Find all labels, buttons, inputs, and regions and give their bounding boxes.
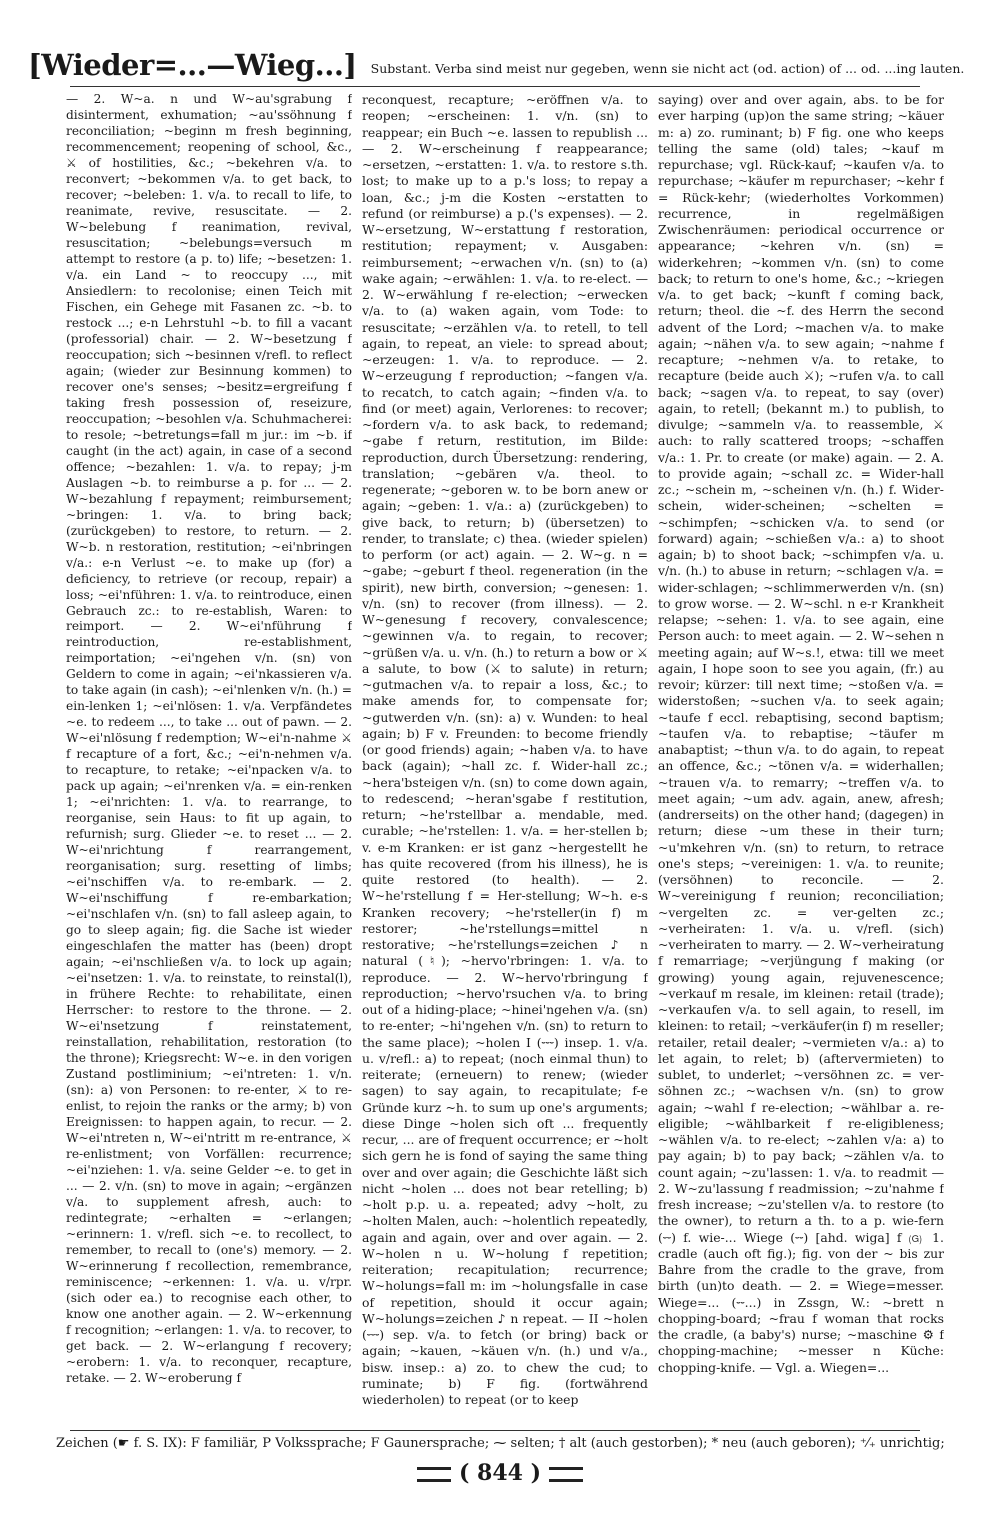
column-2 <box>362 92 648 1426</box>
column-1-text: — 2. W~a. n und W~au'sgrabung f disinterment, exhumation; ~au'ssöhnung f reconciliation; ~beginn m fresh beginning, recommencement; reopening of school, &c., ⚔ of hostilities, &c.; ~bekehren v/a. to reconvert; ~bekommen v/a. to get back, to recover; ~beleben: 1. v/a. to recall to life, to reanimate, revive, resuscitate. — 2. W~belebung f reanimation, revival, resuscitation; ~belebungs=versuch m attempt to restore (a p. to) life; ~besetzen: 1. v/a. ein Land ~ to reoccupy ..., mit Ansiedlern: to recolonise; einen Teich mit Fischen, ein Gehege mit Fasanen zc. ~b. to restock ...; e-n Lehrstuhl ~b. to fill a vacant (professorial) chair. — 2. W~besetzung f reoccupation; sich ~besinnen v/refl. to reflect again; (wieder zur Besinnung kommen) to recover one's senses; ~besitz=ergreifung f taking fresh possession of, reseizure, reoccupation; ~besohlen v/a. Schuhmacherei: to resole; ~betretungs=fall m jur.: im ~b. if caught (in the act) again, in case of a second offence; ~bezahlen: 1. v/a. to repay; j-m Auslagen ~b. to reimburse a p. for ... — 2. W~bezahlung f repayment; reimbursement; ~bringen: 1. v/a. to bring back; (zurückgeben) to restore, to return. — 2. W~b. n restoration, restitution; ~ei'nbringen v/a.: e-n Verlust ~e. to make up (for) a deficiency, to retrieve (or recoup, repair) a loss; ~ei'nführen: 1. v/a. to reintroduce, einen Gebrauch zc.: to re-establish, Waren: to reimport. — 2. W~ei'nführung f reintroduction, re-establishment, reimportation; ~ei'ngehen v/n. (sn) von Geldern to come in again; ~ei'nkassieren v/a. to take again (in cash); ~ei'nlenken v/n. (h.) = ein-lenken 1; ~ei'nlösen: 1. v/a. Verpfändetes ~e. to redeem ..., to take ... out of pawn. — 2. W~ei'nlösung f redemption; W~ei'n-nahme ⚔ f recapture of a fort, &c.; ~ei'n-nehmen v/a. to recapture, to retake; ~ei'npacken v/a. to pack up again; ~ei'nrenken v/a. = ein-renken 1; ~ei'nrichten: 1. v/a. to rearrange, to reorganise, sein Haus: to fit up again, to refurnish; surg. Glieder ~e. to reset ... — 2. W~ei'nrichtung f rearrangement, reorganisation; surg. resetting of limbs; ~ei'nschiffen v/a. to re-embark. — 2. W~ei'nschiffung f re-embarkation; ~ei'nschlafen v/n. (sn) to fall asleep again, to go to sleep again; fig. die Sache ist wieder eingeschlafen the matter has (been) dropt again; ~ei'nschließen v/a. to lock up again; ~ei'nsetzen: 1. v/a. to reinstate, to reinstal(l), in frühere Rechte: to rehabilitate, einen Herrscher: to restore to the throne. — 2. W~ei'nsetzung f reinstatement, reinstallation, rehabilitation, restoration (to the throne); Kriegsrecht: W~e. in den vorigen Zustand postliminium; ~ei'ntreten: 1. v/n. (sn): a) von Personen: to re-enter, ⚔ to re-enlist, to rejoin the ranks or the army; b) von Ereignissen: to happen again, to recur. — 2. W~ei'ntreten n, W~ei'ntritt m re-entrance, ⚔ re-enlistment; von Vorfällen: recurrence; ~ei'nziehen: 1. v/a. seine Gelder ~e. to get in ... — 2. v/n. (sn) to move in again; ~ergänzen v/a. to supplement afresh, auch: to redintegrate; ~erhalten = ~erlangen; ~erinnern: 1. v/refl. sich ~e. to recollect, to remember, to recall to (one's) memory. — 2. W~erinnerung f recollection, remembrance, reminiscence; ~erkennen: 1. v/a. u. v/rpr. (sich oder ea.) to recognise each other, to know one another again. — 2. W~erkennung f recognition; ~erlangen: 1. v/a. to recover, to get back. — 2. W~erlangung f recovery; ~erobern: 1. v/a. to reconquer, recapture, retake. — 2. W~eroberung f <box>66 92 352 1385</box>
column-1 <box>66 92 352 1426</box>
catchword: [Wieder=...—Wieg...] <box>28 48 357 82</box>
entry-columns <box>66 92 944 1426</box>
ornament-right <box>549 1467 583 1482</box>
footer-rule <box>70 1430 920 1431</box>
header-rule <box>70 86 920 87</box>
header-note: Substant. Verba sind meist nur gegeben, wenn sie nicht act (od. action) of ... od. ...ing lauten. <box>370 61 965 76</box>
ornament-left <box>417 1467 451 1482</box>
symbol-legend: Zeichen (☛ f. S. IX): F familiär, P Volkssprache; F Gaunersprache; ⁓ selten; † alt (auch gestorben); * neu (auch geboren); ⁺⁄₊ unrichtig; <box>56 1436 945 1451</box>
column-3-text: saying) over and over again, abs. to be for ever harping (up)on the same string; ~käuer m: a) zo. ruminant; b) F fig. one who keeps telling the same (old) tales; ~kauf m repurchase; vgl. Rück-kauf; ~kaufen v/a. to repurchase; ~käufer m repurchaser; ~kehr f = Rück-kehr; (wiederholtes Vorkommen) recurrence, in regelmäßigen Zwischenräumen: periodical occurrence or appearance; ~kehren v/n. (sn) = widerkehren; ~kommen v/n. (sn) to come back; to return to one's home, &c.; ~kriegen v/a. to get back; ~kunft f coming back, return; theol. die ~f. des Herrn the second advent of the Lord; ~machen v/a. to make again; ~nähen v/a. to sew again; ~nahme f recapture; ~nehmen v/a. to retake, to recapture (beide auch ⚔); ~rufen v/a. to call back; ~sagen v/a. to repeat, to say (over) again, to retell; (bekannt m.) to publish, to divulge; ~sammeln v/a. to reassemble, ⚔ auch: to rally scattered troops; ~schaffen v/a.: 1. Pr. to create (or make) again. — 2. A. to provide again; ~schall zc. = Wider-hall zc.; ~schein m, ~scheinen v/n. (h.) f. Wider-schein, wider-scheinen; ~schelten = ~schimpfen; ~schicken v/a. to send (or forward) again; ~schießen v/a.: a) to shoot again; b) to shoot back; ~schimpfen v/a. u. v/n. (h.) to abuse in return; ~schlagen v/a. = wider-schlagen; ~schlimmerwerden v/n. (sn) to grow worse. — 2. W~schl. n e-r Krankheit relapse; ~sehen: 1. v/a. to see again, eine Person auch: to meet again. — 2. W~sehen n meeting again; auf W~s.!, etwa: till we meet again, I hope soon to see you again, (fr.) au revoir; kürzer: till next time; ~stoßen v/a. = widerstoßen; ~suchen v/a. to seek again; ~taufe f eccl. rebaptising, second baptism; ~taufen v/a. to rebaptise; ~täufer m anabaptist; ~thun v/a. to do again, to repeat an offence, &c.; ~tönen v/a. = widerhallen; ~trauen v/a. to remarry; ~treffen v/a. to meet again; ~um adv. again, anew, afresh; (andrerseits) on the other hand; (dagegen) in return; diese ~um these in their turn; ~u'mkehren v/n. (sn) to return, to retrace one's steps; ~vereinigen: 1. v/a. to reunite; (versöhnen) to reconcile. — 2. W~vereinigung f reunion; reconciliation; ~vergelten zc. = ver-gelten zc.; ~verheiraten: 1. v/a. u. v/refl. (sich) ~verheiraten to marry. — 2. W~verheiratung f remarriage; ~verjüngung f making (or growing) young again, rejuvenescence; ~verkauf m resale, im kleinen: retail (trade); ~verkaufen v/a. to sell again, to resell, im kleinen: to retail; ~verkäufer(in f) m reseller; retailer, retail dealer; ~vermieten v/a.: a) to let again, to relet; b) (aftervermieten) to sublet, to underlet; ~versöhnen zc. = ver-söhnen zc.; ~wachsen v/n. (sn) to grow again; ~wahl f re-election; ~wählbar a. re-eligible; ~wählbarkeit f re-eligibleness; ~wählen v/a. to re-elect; ~zahlen v/a: a) to pay again; b) to pay back; ~zählen v/a. to count again; ~zu'lassen: 1. v/a. to readmit — 2. W~zu'lassung f readmission; ~zu'nahme f fresh increase; ~zu'stellen v/a. to restore (to the owner), to return a th. to a p. wie-fern (⏑⏑) f. wie-... Wiege (⏑⏑) [ahd. wiga] f 🄖 1. cradle (auch oft fig.); fig. von der ~ bis zur Bahre from the cradle to the grave, from birth (un)to death. — 2. = Wiege=messer. Wiege=... (⏑⏑...) in Zssgn, W.: ~brett n chopping-board; ~frau f woman that rocks the cradle, (a baby's) nurse; ~maschine ⚙ f chopping-machine; ~messer n Küche: chopping-knife. — Vgl. a. Wiegen=... <box>658 92 944 1375</box>
page-number-block <box>0 1460 1000 1486</box>
column-3 <box>658 92 944 1426</box>
page-number: ( 844 ) <box>458 1460 542 1486</box>
column-2-text: reconquest, recapture; ~eröffnen v/a. to reopen; ~erscheinen: 1. v/n. (sn) to reappear; ein Buch ~e. lassen to republish ... — 2. W~erscheinung f reappearance; ~ersetzen, ~erstatten: 1. v/a. to restore s.th. lost; to make up to a p.'s loss; to repay a loan, &c.; j-m die Kosten ~erstatten to refund (or reimburse) a p.('s expenses). — 2. W~ersetzung, W~erstattung f restoration, restitution; repayment; v. Ausgaben: reimbursement; ~erwachen v/n. (sn) to (a) wake again; ~erwählen: 1. v/a. to re-elect. — 2. W~erwählung f re-election; ~erwecken v/a. to (a) waken again, vom Tode: to resuscitate; ~erzählen v/a. to retell, to tell again, to repeat, an viele: to spread about; ~erzeugen: 1. v/a. to reproduce. — 2. W~erzeugung f reproduction; ~fangen v/a. to recatch, to catch again; ~finden v/a. to find (or meet) again, Verlorenes: to recover; ~fordern v/a. to ask back, to redemand; ~gabe f return, restitution, im Bilde: reproduction, durch Übersetzung: rendering, translation; ~gebären v/a. theol. to regenerate; ~geboren w. to be born anew or again; ~geben: 1. v/a.: a) (zurückgeben) to give back, to return; b) (übersetzen) to render, to translate; c) thea. (wieder spielen) to perform (or act) again. — 2. W~g. n = ~gabe; ~geburt f theol. regeneration (in the spirit), new birth, conversion; ~genesen: 1. v/n. (sn) to recover (from illness). — 2. W~genesung f recovery, convalescence; ~gewinnen v/a. to regain, to recover; ~grüßen v/a. u. v/n. (h.) to return a bow or ⚔ a salute, to bow (⚔ to salute) in return; ~gutmachen v/a. to repair a loss, &c.; to make amends for, to compensate for; ~gutwerden v/n. (sn): a) v. Wunden: to heal again; b) F v. Freunden: to become friendly (or good friends) again; ~haben v/a. to have back (again); ~hall zc. f. Wider-hall zc.; ~hera'bsteigen v/n. (sn) to come down again, to redescend; ~heran'sgabe f restitution, return; ~he'rstellbar a. mendable, med. curable; ~he'rstellen: 1. v/a. = her-stellen b; v. e-m Kranken: er ist ganz ~hergestellt he has quite recovered (from his illness), he is quite restored (to health). — 2. W~he'rstellung f = Her-stellung; W~h. e-s Kranken recovery; ~he'rsteller(in f) m restorer; ~he'rstellungs=mittel n restorative; ~he'rstellungs=zeichen ♪ n natural (♮); ~hervo'rbringen: 1. v/a. to reproduce. — 2. W~hervo'rbringung f reproduction; ~hervo'rsuchen v/a. to bring out of a hiding-place; ~hinei'ngehen v/a. (sn) to re-enter; ~hi'ngehen v/n. (sn) to return to the same place); ~holen I (⏑⏑⏑) insep. 1. v/a. u. v/refl.: a) to repeat; (noch einmal thun) to reiterate; (erneuern) to renew; (wieder sagen) to say again, to recapitulate; f-e Gründe kurz ~h. to sum up one's arguments; diese Dinge ~holen sich oft ... frequently recur, ... are of frequent occurrence; er ~holt sich gern he is fond of saying the same thing over and over again; die Geschichte läßt sich nicht ~holen ... does not bear retelling; b) ~holt p.p. u. a. repeated; advy ~holt, zu ~holten Malen, auch: ~holentlich repeatedly, again and again, over and over again. — 2. W~holen n u. W~holung f repetition; reiteration; recapitulation; recurrence; W~holungs=fall m: im ~holungsfalle in case of repetition, should it occur again; W~holungs=zeichen ♪ n repeat. — II ~holen (⏑⏑⏑) sep. v/a. to fetch (or bring) back or again; ~kauen, ~käuen v/n. (h.) und v/a., bisw. insep.: a) zo. to chew the cud; to ruminate; b) F fig. (fortwährend wiederholen) to repeat (or to keep <box>362 92 648 1407</box>
running-header <box>28 34 972 82</box>
